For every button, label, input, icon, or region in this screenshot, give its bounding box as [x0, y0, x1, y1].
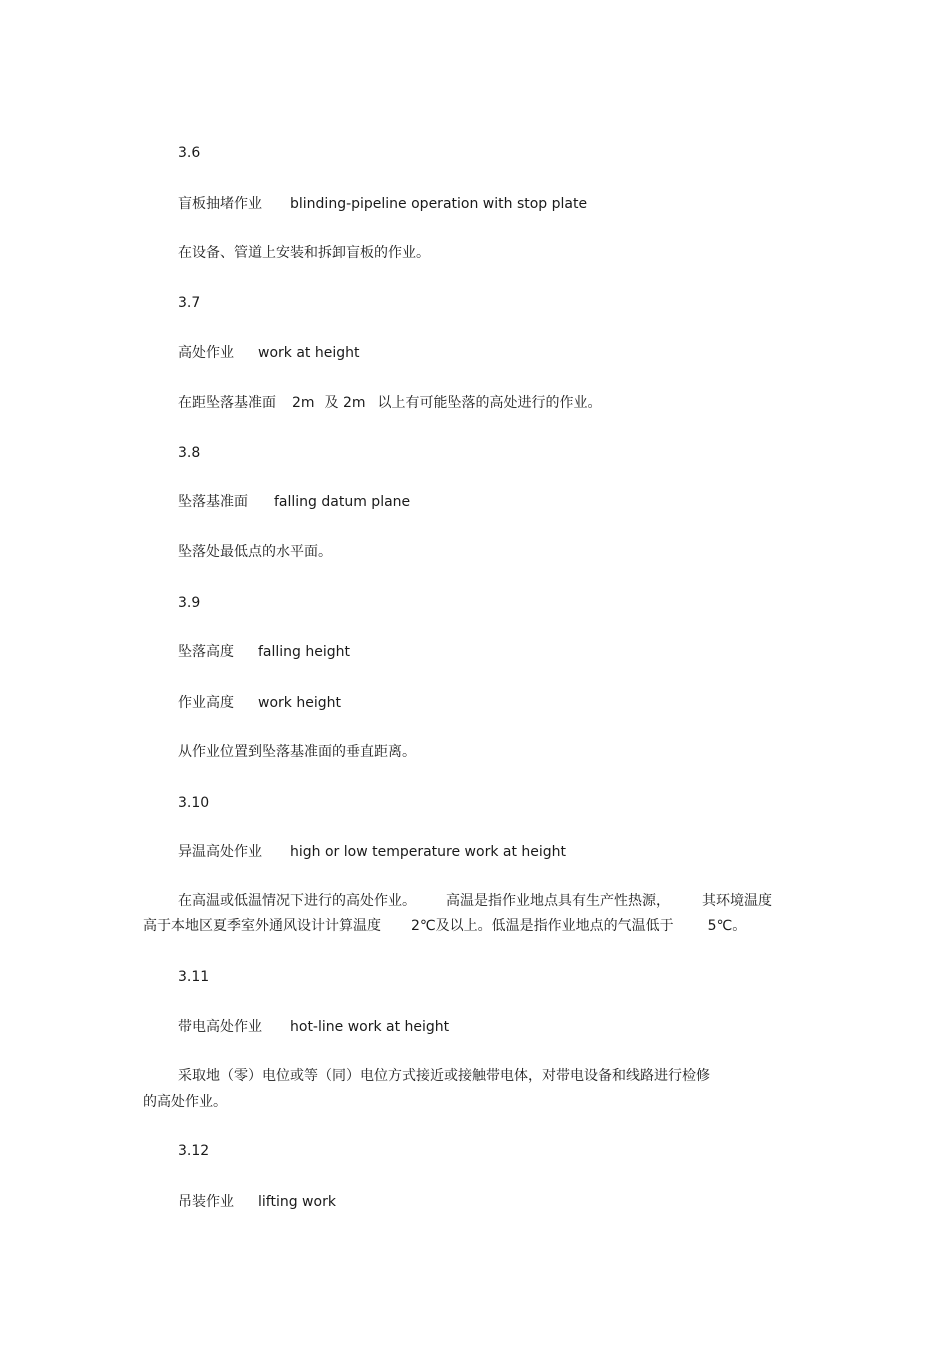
definition-text: 及 2m — [324, 395, 366, 411]
term-english: hot-line work at height — [290, 1019, 450, 1035]
alt-term-english: work height — [258, 695, 341, 711]
definition-line — [143, 916, 746, 936]
term-chinese: 盲板抽堵作业 — [178, 196, 262, 212]
definition-text: 5℃。 — [707, 918, 747, 934]
term-row — [178, 1017, 449, 1037]
clause-number: 3.6 — [178, 145, 201, 161]
term-chinese: 吊装作业 — [178, 1194, 234, 1210]
definition-text: 在距坠落基准面 — [178, 395, 276, 411]
term-chinese: 坠落基准面 — [178, 494, 248, 510]
term-row — [178, 343, 359, 363]
term-english: blinding-pipeline operation with stop plate — [290, 196, 588, 212]
definition-line — [178, 891, 772, 911]
definition-text: 其环境温度 — [702, 893, 772, 909]
definition: 从作业位置到坠落基准面的垂直距离。 — [178, 744, 416, 760]
term-english: lifting work — [258, 1194, 336, 1210]
term-chinese: 高处作业 — [178, 345, 234, 361]
definition: 在设备、管道上安装和拆卸盲板的作业。 — [178, 245, 430, 261]
definition-text: 高温是指作业地点具有生产性热源， — [446, 893, 670, 909]
clause-number: 3.8 — [178, 445, 201, 461]
clause-number: 3.11 — [178, 969, 210, 985]
term-english: falling datum plane — [274, 494, 411, 510]
definition-line: 的高处作业。 — [143, 1094, 227, 1110]
term-row — [178, 194, 587, 214]
term-english: high or low temperature work at height — [290, 844, 567, 860]
term-row — [178, 1192, 336, 1212]
term-chinese: 带电高处作业 — [178, 1019, 262, 1035]
definition-text: 2℃及以上。低温是指作业地点的气温低于 — [411, 918, 674, 934]
term-chinese: 坠落高度 — [178, 644, 234, 660]
clause-number: 3.12 — [178, 1143, 210, 1159]
definition-text: 在高温或低温情况下进行的高处作业。 — [178, 893, 416, 909]
definition-value: 2m — [292, 395, 315, 411]
definition: 坠落处最低点的水平面。 — [178, 544, 332, 560]
term-english: work at height — [258, 345, 360, 361]
definition — [178, 393, 602, 413]
definition-line: 采取地（零）电位或等（同）电位方式接近或接触带电体，对带电设备和线路进行检修 — [178, 1068, 710, 1084]
term-chinese: 异温高处作业 — [178, 844, 262, 860]
term-row — [178, 642, 350, 662]
definition-text: 高于本地区夏季室外通风设计计算温度 — [143, 918, 381, 934]
definition-text: 以上有可能坠落的高处进行的作业。 — [377, 395, 602, 411]
alt-term-row — [178, 693, 341, 713]
clause-number: 3.9 — [178, 595, 201, 611]
clause-number: 3.10 — [178, 795, 210, 811]
term-row — [178, 492, 410, 512]
clause-number: 3.7 — [178, 295, 201, 311]
alt-term-chinese: 作业高度 — [178, 695, 234, 711]
term-row — [178, 842, 566, 862]
term-english: falling height — [258, 644, 351, 660]
